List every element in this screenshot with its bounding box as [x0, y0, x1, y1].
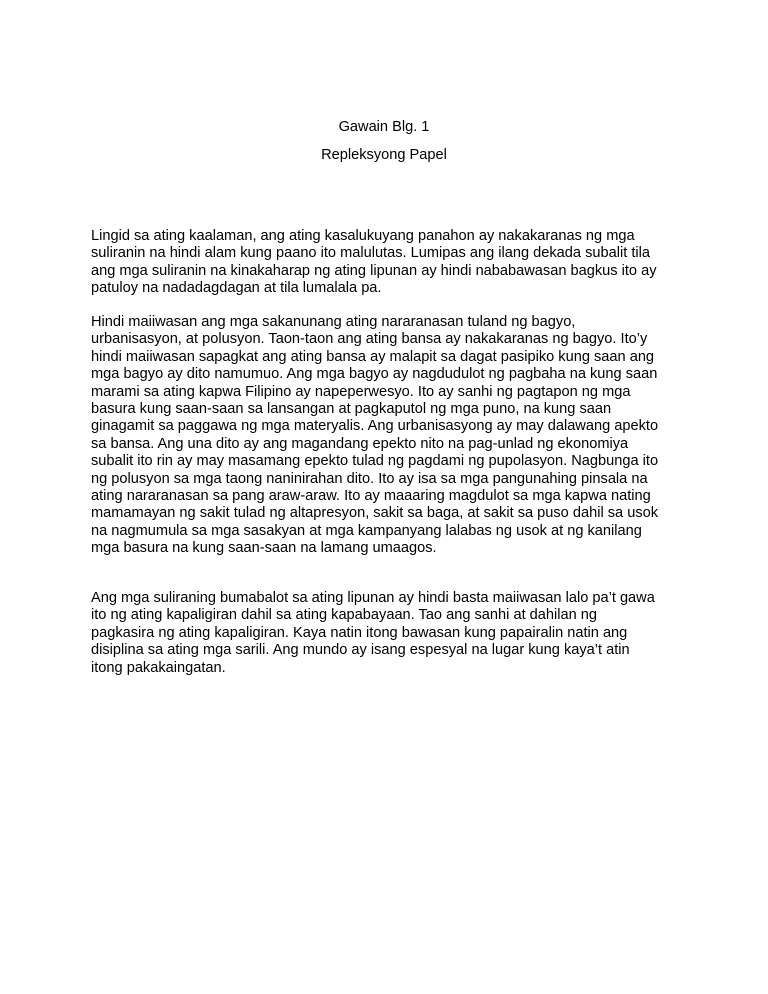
text-line: disiplina sa ating mga sarili. Ang mundo ay isang espesyal na lugar kung kaya’t atin — [91, 642, 630, 659]
text-line: sa bansa. Ang una dito ay ang magandang epekto nito na pag-unlad ng ekonomiya — [91, 435, 629, 452]
text-line: basura kung saan-saan sa lansangan at pagkaputol ng mga puno, na kung saan — [91, 401, 612, 418]
paragraph-2 — [91, 314, 711, 558]
text-line: subalit ito rin ay may masamang epekto tulad ng pagdami ng pupolasyon. Nagbunga ito — [91, 453, 659, 470]
text-line: Hindi maiiwasan ang mga sakanunang ating nararanasan tuland ng bagyo, — [91, 314, 576, 330]
text-line: ginagamit sa paggawa ng mga materyalis. Ang urbanisasyong ay may dalawang apekto — [91, 418, 659, 435]
text-line: ang mga suliranin na kinakaharap ng ating lipunan ay hindi nababawasan bagkus ito ay — [91, 262, 657, 279]
text-line: ating nararanasan sa pang araw-araw. Ito ay maaaring magdulot sa mga kapwa nating — [91, 488, 651, 505]
text-line: urbanisasyon, at polusyon. Taon-taon ang ating bansa ay nakakaranas ng bagyo. Ito’y — [91, 331, 648, 348]
text-line: itong pakakaingatan. — [91, 659, 226, 676]
text-line: suliranin na hindi alam kung paano ito malulutas. Lumipas ang ilang dekada subalit tila — [91, 245, 650, 262]
text-line: mga basura na kung saan-saan na lamang umaagos. — [91, 540, 437, 557]
text-line: ng polusyon sa mga taong naninirahan dito. Ito ay isa sa mga pangunahing pinsala na — [91, 470, 648, 487]
paragraph-1 — [91, 228, 711, 298]
text-line: marami sa ating kapwa Filipino ay napeperwesyo. Ito ay sanhi ng pagtapon ng mga — [91, 383, 631, 400]
paragraph-3 — [91, 590, 711, 677]
text-line: na nagmumula sa mga sasakyan at mga kampanyang lalabas ng usok at ng kanilang — [91, 522, 642, 539]
text-line: pagkasira ng ating kapaligiran. Kaya natin itong bawasan kung papairalin natin ang — [91, 624, 628, 641]
text-line: Lingid sa ating kaalaman, ang ating kasalukuyang panahon ay nakakaranas ng mga — [91, 228, 635, 244]
text-line: mamamayan ng sakit tulad ng altapresyon, sakit sa baga, at sakit sa puso dahil sa usok — [91, 505, 659, 522]
document-title: Gawain Blg. 1 — [338, 119, 430, 135]
text-line: patuloy na nadadagdagan at tila lumalala pa. — [91, 280, 382, 297]
text-line: ito ng ating kapaligiran dahil sa ating kapabayaan. Tao ang sanhi at dahilan ng — [91, 607, 598, 624]
text-line: Ang mga suliraning bumabalot sa ating lipunan ay hindi basta maiiwasan lalo pa’t gawa — [91, 590, 655, 606]
text-line: hindi maiiwasan sapagkat ang ating bansa ay malapit sa dagat pasipiko kung saan ang — [91, 348, 655, 365]
document-subtitle: Repleksyong Papel — [321, 147, 447, 163]
text-line: mga bagyo ay dito namumuo. Ang mga bagyo ay nagdudulot ng pagbaha na kung saan — [91, 366, 658, 383]
